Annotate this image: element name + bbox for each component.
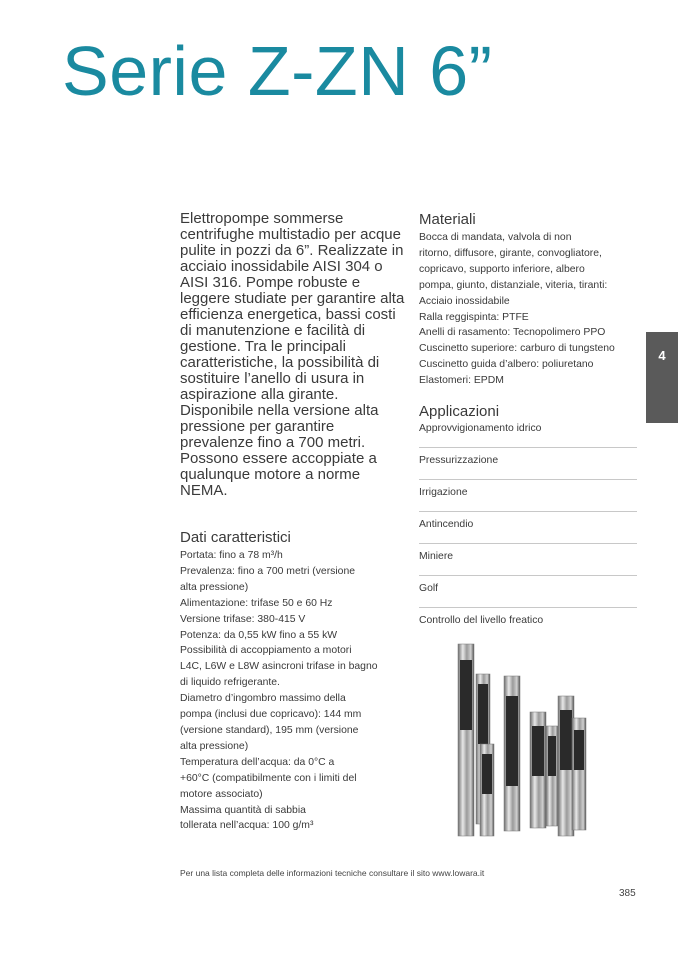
list-item: +60°C (compatibilmente con i limiti del [180, 772, 357, 784]
footer-note: Per una lista completa delle informazioni tecniche consultare il sito www.lowara.it [180, 868, 485, 878]
list-item: Elastomeri: EPDM [419, 375, 504, 387]
page-number: 385 [619, 888, 636, 899]
page-title: Serie Z-ZN 6” [62, 32, 493, 110]
list-item: Anelli di rasamento: Tecnopolimero PPO [419, 327, 606, 339]
list-item: Temperatura dell’acqua: da 0°C a [180, 756, 335, 768]
list-item: alta pressione) [180, 740, 249, 752]
list-item: ritorno, diffusore, girante, convogliatore, [419, 247, 602, 259]
list-item: pompa (inclusi due copricavo): 144 mm [180, 709, 362, 721]
list-item: Pressurizzazione [419, 455, 637, 480]
list-item: copricavo, supporto inferiore, albero [419, 263, 585, 275]
applicazioni-heading: Applicazioni [419, 403, 500, 420]
list-item: Acciaio inossidabile [419, 295, 510, 307]
list-item: L4C, L6W e L8W asincroni trifase in bagno [180, 661, 378, 673]
list-item: Possibilità di accoppiamento a motori [180, 645, 352, 657]
list-item: Cuscinetto guida d’albero: poliuretano [419, 359, 594, 371]
chapter-tab: 4 [646, 332, 678, 423]
list-item: alta pressione) [180, 581, 249, 593]
list-item: Massima quantità di sabbia [180, 804, 306, 816]
list-item: Alimentazione: trifase 50 e 60 Hz [180, 597, 333, 609]
dati-heading: Dati caratteristici [180, 529, 291, 546]
list-item: Miniere [419, 551, 637, 576]
list-item: Diametro d’ingombro massimo della [180, 693, 346, 705]
list-item: Potenza: da 0,55 kW fino a 55 kW [180, 629, 338, 641]
list-item: pompa, giunto, distanziale, viteria, tiranti: [419, 279, 608, 291]
list-item: Irrigazione [419, 487, 637, 512]
materiali-heading: Materiali [419, 211, 476, 228]
list-item: Antincendio [419, 519, 637, 544]
list-item: di liquido refrigerante. [180, 677, 280, 689]
list-item: Versione trifase: 380-415 V [180, 613, 306, 625]
list-item: (versione standard), 195 mm (versione [180, 724, 359, 736]
list-item: Ralla reggispinta: PTFE [419, 311, 529, 323]
list-item: Controllo del livello freatico [419, 615, 544, 626]
list-item: motore associato) [180, 788, 263, 800]
list-item: Prevalenza: fino a 700 metri (versione [180, 565, 355, 577]
list-item: Golf [419, 583, 637, 608]
list-item: Cuscinetto superiore: carburo di tungsteno [419, 343, 615, 355]
intro-paragraph: Elettropompe sommerse centrifughe multistadio per acque pulite in pozzi da 6”. Realizzate in acciaio inossidabile AISI 304 o AISI 316. Pompe robuste e leggere studiate per garantire alta efficienza energetica, bassi costi di manutenzione e facilità di gestione. Tra le principali caratteristiche, la possibilità di sostituire l’anello di usura in aspirazione alla girante. Disponibile nella versione alta pressione per garantire prevalenze fino a 700 metri. Possono essere accoppiate a qualunque motore a norme NEMA. [180, 210, 405, 499]
dati-list [180, 548, 405, 834]
list-item: Portata: fino a 78 m³/h [180, 550, 283, 561]
applicazioni-list [419, 423, 637, 646]
list-item: tollerata nell’acqua: 100 g/m³ [180, 820, 314, 832]
list-item: Approvvigionamento idrico [419, 423, 637, 448]
materiali-list [419, 230, 644, 389]
list-item: Bocca di mandata, valvola di non [419, 232, 572, 243]
pumps-image [450, 640, 600, 840]
